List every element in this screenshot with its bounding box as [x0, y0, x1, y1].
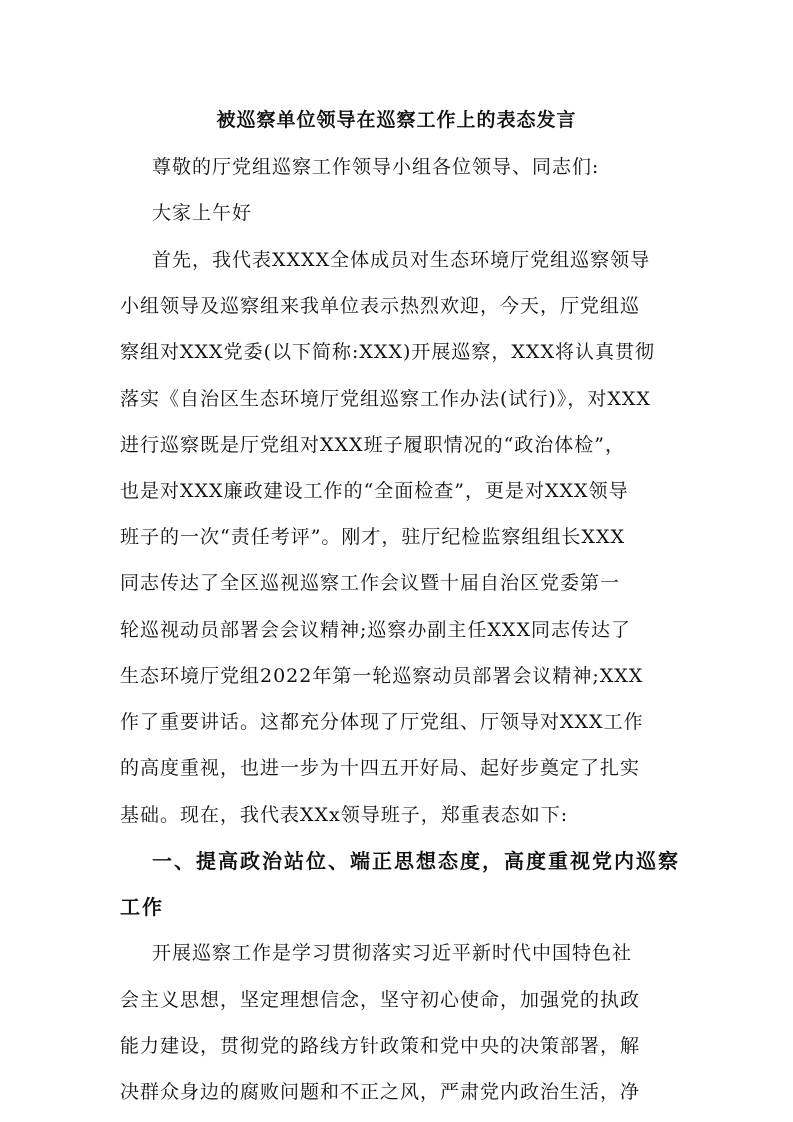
- paragraph-line: 能力建设，贯彻党的路线方针政策和党中央的决策部署，解: [120, 1035, 641, 1057]
- paragraph-line: 也是对XXX廉政建设工作的“全面检查”，更是对XXX领导: [120, 480, 629, 502]
- paragraph-line: 轮巡视动员部署会会议精神;巡察办副主任XXX同志传达了: [120, 619, 631, 641]
- paragraph-line: 的高度重视，也进一步为十四五开好局、起好步奠定了扎实: [120, 757, 641, 779]
- salutation: 尊敬的厅党组巡察工作领导小组各位领导、同志们:: [152, 156, 600, 178]
- paragraph-line: 决群众身边的腐败问题和不正之风，严肃党内政治生活，净: [120, 1081, 641, 1103]
- paragraph-line: 生态环境厅党组2022年第一轮巡察动员部署会议精神;XXX: [120, 665, 644, 687]
- paragraph-line: 会主义思想，坚定理想信念，坚守初心使命，加强党的执政: [120, 989, 641, 1011]
- paragraph-line: 察组对XXX党委(以下简称:XXX)开展巡察，XXX将认真贯彻: [120, 341, 655, 363]
- paragraph-line: 首先，我代表XXXX全体成员对生态环境厅党组巡察领导: [152, 249, 651, 271]
- paragraph-line: 作了重要讲话。这都充分体现了厅党组、厅领导对XXX工作: [120, 711, 644, 733]
- paragraph-line: 班子的一次“责任考评”。刚才，驻厅纪检监察组组长XXX: [120, 526, 626, 548]
- paragraph-line: 同志传达了全区巡视巡察工作会议暨十届自治区党委第一: [120, 572, 621, 594]
- section-heading: 工作: [120, 895, 164, 919]
- paragraph-line: 落实《自治区生态环境厅党组巡察工作办法(试行)》，对XXX: [120, 388, 651, 410]
- paragraph-line: 基础。现在，我代表XXx领导班子，郑重表态如下:: [120, 804, 569, 826]
- paragraph-line: 小组领导及巡察组来我单位表示热烈欢迎，今天，厅党组巡: [120, 295, 641, 317]
- paragraph-line: 进行巡察既是厅党组对XXX班子履职情况的“政治体检”，: [120, 434, 626, 456]
- greeting: 大家上午好: [152, 202, 253, 224]
- document-title: 被巡察单位领导在巡察工作上的表态发言: [216, 109, 577, 131]
- paragraph-line: 开展巡察工作是学习贯彻落实习近平新时代中国特色社: [152, 942, 633, 964]
- section-heading: 一、提高政治站位、端正思想态度，高度重视党内巡察: [152, 849, 680, 873]
